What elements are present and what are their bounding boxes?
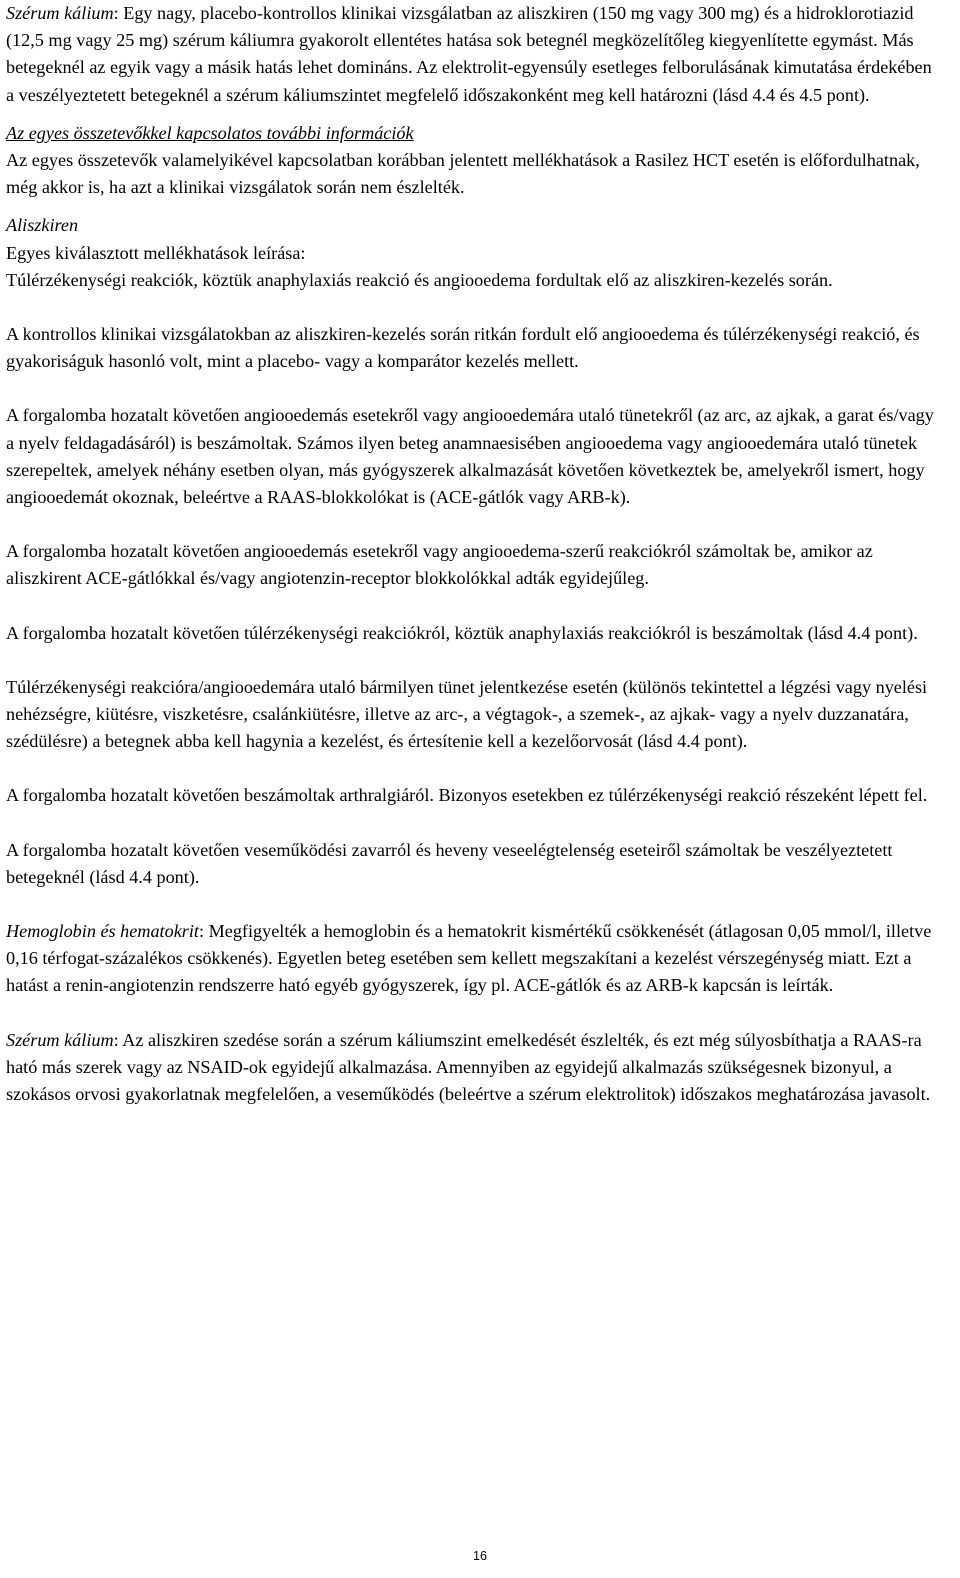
spacer: [6, 294, 942, 321]
paragraph-postmarketing-angioedema: A forgalomba hozatalt követően angiooedemás esetekről vagy angiooedemára utaló tünetekről (az arc, az ajkak, a garat és/vagy a nyelv feldagadásáról) is beszámoltak. Számos ilyen beteg anamnaesisében angiooedema vagy angiooedemára utaló tünetek szerepeltek, amelyek néhány esetben olyan, más gyógyszerek alkalmazását követően következtek be, amelyekről ismert, hogy angiooedemát okoznak, beleértve a RAAS-blokkolókat is (ACE-gátlók vagy ARB-k).: [6, 405, 934, 508]
spacer: [6, 647, 942, 674]
paragraph-ace-arb: A forgalomba hozatalt követően angiooedemás esetekről vagy angiooedema-szerű reakciókról számoltak be, amikor az aliszkirent ACE-gátlókkal és/vagy angiotenzin-receptor blokkolókkal adták egyidejűleg.: [6, 541, 873, 589]
spacer: [6, 511, 942, 538]
page-number: 16: [473, 1549, 487, 1563]
hemoglobin-text: : Megfigyelték a hemoglobin és a hematokrit kismértékű csökkenését (átlagosan 0,05 mmol/l, illetve 0,16 térfogat-százalékos csökkenés). Egyetlen beteg esetében sem kellett megszakítani a kezelést vérszegénység miatt. Ezt a hatást a renin-angiotenzin rendszerre ható egyéb gyógyszerek, így pl. ACE-gátlók és az ARB-k kapcsán is leírták.: [6, 921, 932, 996]
serum-potassium-text-2: : Az aliszkiren szedése során a szérum káliumszint emelkedését észlelték, és ezt még súlyosbíthatja a RAAS-ra ható más szerek vagy az NSAID-ok egyidejű alkalmazása. Amennyiben az egyidejű alkalmazás szükségesnek bizonyul, a szokásos orvosi gyakorlatnak megfelelően, a veseműködés (beleértve a szérum elektrolitok) időszakos meghatározása javasolt.: [6, 1029, 931, 1105]
paragraph-anaphylaxis: A forgalomba hozatalt követően túlérzékenységi reakciókról, köztük anaphylaxiás reakciókról is beszámoltak (lásd 4.4 pont).: [6, 622, 918, 643]
paragraph-controlled-trials: A kontrollos klinikai vizsgálatokban az aliszkiren-kezelés során ritkán fordult elő angiooedema és túlérzékenységi reakció, és gyakoriságuk hasonló volt, mint a placebo- vagy a komparátor kezelés mellett.: [6, 324, 920, 372]
spacer: [6, 593, 942, 620]
aliskiren-paragraph: Túlérzékenységi reakciók, köztük anaphylaxiás reakció és angiooedema fordultak elő az aliszkiren-kezelés során.: [6, 269, 833, 290]
aliskiren-heading: Aliszkiren: [6, 215, 79, 236]
spacer: [6, 1000, 942, 1027]
paragraph-hypersensitivity-symptoms: Túlérzékenységi reakcióra/angiooedemára utaló bármilyen tünet jelentkezése esetén (különös tekintettel a légzési vagy nyelési nehézségre, kiütésre, viszketésre, csalánkiütésre, illetve az arc-, a végtagok-, a szemek-, az ajkak- vagy a nyelv duzzanatára, szédülésre) a betegnek abba kell hagynia a kezelést, és értesítenie kell a kezelőorvosát (lásd 4.4 pont).: [6, 676, 928, 752]
components-section-heading: [6, 120, 942, 147]
spacer: [6, 891, 942, 918]
serum-potassium-paragraph-2: [6, 1027, 942, 1109]
serum-potassium-text: : Egy nagy, placebo-kontrollos klinikai vizsgálatban az aliszkiren (150 mg vagy 300 mg) és a hidroklorotiazid (12,5 mg vagy 25 mg) szérum káliumra gyakorolt ellentétes hatása sok betegnél megközelítőleg kiegyenlítette egymást. Más betegeknél az egyik vagy a másik hatás lehet domináns. Az elektrolit-egyensúly esetleges felborulásának kimutatása érdekében a veszélyeztetett betegeknél a szérum káliumszintet megfelelő időszakonként meg kell határozni (lásd 4.4 és 4.5 pont).: [6, 3, 932, 105]
hemoglobin-paragraph: [6, 918, 942, 1000]
serum-potassium-label-2: Szérum kálium: [6, 1029, 114, 1050]
aliskiren-subheading: Egyes kiválasztott mellékhatások leírása:: [6, 242, 306, 263]
paragraph-arthralgia: A forgalomba hozatalt követően beszámoltak arthralgiáról. Bizonyos esetekben ez túlérzékenységi reakció részeként lépett fel.: [6, 785, 928, 806]
spacer: [6, 755, 942, 782]
serum-potassium-label: Szérum kálium: [6, 3, 114, 23]
paragraph-renal: A forgalomba hozatalt követően veseműködési zavarról és heveny veseelégtelenség eseteiről számoltak be veszélyeztetett betegeknél (lásd 4.4 pont).: [6, 839, 893, 887]
hemoglobin-label: Hemoglobin és hematokrit: [6, 921, 199, 942]
aliskiren-heading-line: [6, 212, 942, 239]
serum-potassium-paragraph-1: [6, 0, 942, 109]
spacer: [6, 201, 942, 212]
components-heading: Az egyes összetevőkkel kapcsolatos további információk: [6, 122, 414, 143]
spacer: [6, 375, 942, 402]
components-paragraph: Az egyes összetevők valamelyikével kapcsolatban korábban jelentett mellékhatások a Rasilez HCT esetén is előfordulhatnak, még akkor is, ha azt a klinikai vizsgálatok során nem észlelték.: [6, 150, 920, 198]
spacer: [6, 810, 942, 837]
spacer: [6, 109, 942, 120]
